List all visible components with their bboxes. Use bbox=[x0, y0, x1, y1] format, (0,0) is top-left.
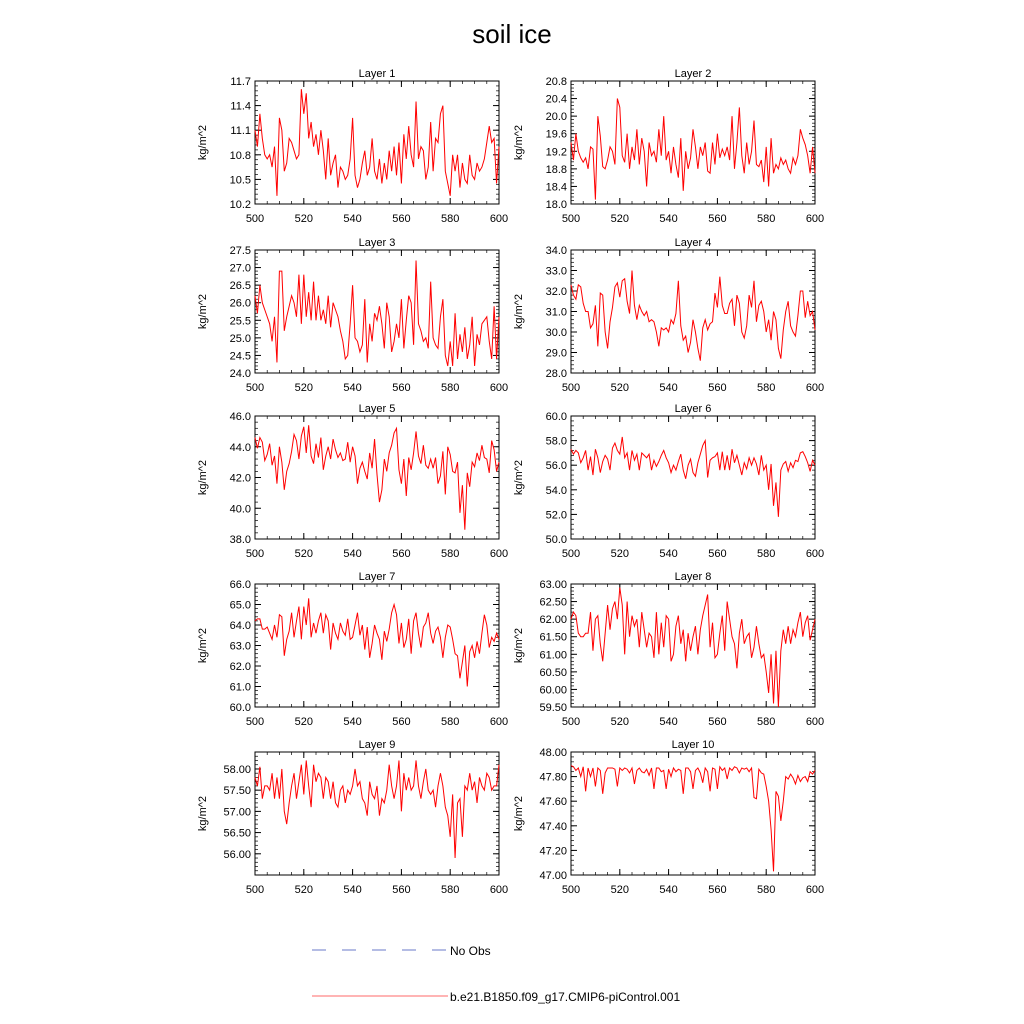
y-tick-label: 19.6 bbox=[545, 128, 567, 141]
x-tick-label: 540 bbox=[659, 382, 678, 394]
series-line bbox=[571, 99, 815, 200]
panel-title: Layer 5 bbox=[358, 403, 396, 415]
y-tick-label: 63.00 bbox=[539, 579, 567, 591]
x-tick-label: 580 bbox=[757, 213, 776, 225]
panel-layer-7 bbox=[197, 571, 508, 728]
panel-layer-1 bbox=[197, 68, 508, 225]
y-tick-label: 27.0 bbox=[229, 262, 251, 275]
series-line bbox=[571, 271, 815, 361]
x-tick-label: 580 bbox=[441, 548, 460, 560]
y-tick-label: 50.0 bbox=[545, 534, 567, 546]
x-tick-label: 580 bbox=[757, 382, 776, 394]
y-tick-label: 44.0 bbox=[229, 441, 251, 454]
x-tick-label: 540 bbox=[659, 716, 678, 728]
x-tick-label: 560 bbox=[392, 716, 411, 728]
series-line bbox=[255, 89, 499, 196]
y-tick-label: 57.00 bbox=[223, 806, 251, 819]
x-tick-label: 580 bbox=[757, 548, 776, 560]
y-tick-label: 60.50 bbox=[539, 666, 567, 679]
y-tick-label: 58.0 bbox=[545, 435, 567, 448]
y-tick-label: 11.1 bbox=[230, 125, 251, 138]
x-tick-label: 600 bbox=[805, 884, 825, 896]
x-tick-label: 600 bbox=[489, 382, 509, 394]
x-tick-label: 520 bbox=[294, 548, 313, 560]
panel-layer-3 bbox=[197, 237, 508, 394]
plot-frame bbox=[571, 752, 815, 875]
plot-frame bbox=[571, 250, 815, 373]
x-tick-label: 600 bbox=[805, 382, 825, 394]
x-tick-label: 540 bbox=[343, 716, 362, 728]
y-tick-label: 18.0 bbox=[545, 199, 567, 211]
y-tick-label: 18.4 bbox=[545, 181, 567, 194]
x-tick-label: 540 bbox=[343, 548, 362, 560]
y-tick-label: 47.60 bbox=[539, 796, 567, 809]
y-tick-label: 40.0 bbox=[229, 503, 251, 516]
x-tick-label: 540 bbox=[659, 884, 678, 896]
y-tick-label: 31.0 bbox=[545, 306, 567, 319]
series-line bbox=[255, 598, 499, 686]
panel-title: Layer 1 bbox=[358, 68, 396, 80]
x-tick-label: 520 bbox=[610, 213, 629, 225]
y-tick-label: 65.0 bbox=[229, 599, 251, 612]
panel-layer-10 bbox=[513, 739, 824, 896]
y-tick-label: 62.00 bbox=[539, 614, 567, 627]
y-tick-label: 28.0 bbox=[545, 368, 567, 380]
y-tick-label: 56.00 bbox=[223, 848, 251, 861]
x-tick-label: 520 bbox=[294, 382, 313, 394]
x-tick-label: 500 bbox=[561, 213, 581, 225]
x-tick-label: 520 bbox=[294, 884, 313, 896]
panel-layer-5 bbox=[197, 403, 508, 560]
y-tick-label: 66.0 bbox=[229, 579, 251, 591]
panel-title: Layer 10 bbox=[671, 739, 715, 751]
y-tick-label: 25.0 bbox=[229, 332, 251, 345]
x-tick-label: 540 bbox=[343, 884, 362, 896]
panel-layer-9 bbox=[197, 739, 508, 896]
x-tick-label: 600 bbox=[805, 213, 825, 225]
y-tick-label: 34.0 bbox=[545, 245, 567, 257]
y-tick-label: 64.0 bbox=[229, 620, 251, 632]
y-axis-label: kg/m^2 bbox=[197, 124, 209, 161]
x-tick-label: 560 bbox=[708, 884, 727, 896]
x-tick-label: 580 bbox=[441, 382, 460, 394]
y-tick-label: 10.2 bbox=[229, 199, 251, 211]
x-tick-label: 600 bbox=[805, 716, 825, 728]
figure-title: soil ice bbox=[472, 19, 552, 49]
y-axis-label: kg/m^2 bbox=[513, 293, 525, 330]
x-tick-label: 520 bbox=[610, 884, 629, 896]
legend bbox=[312, 944, 680, 1004]
panel-grid bbox=[197, 68, 824, 896]
panel-title: Layer 8 bbox=[674, 571, 712, 583]
y-tick-label: 56.0 bbox=[545, 460, 567, 473]
y-tick-label: 48.00 bbox=[539, 747, 567, 759]
x-tick-label: 520 bbox=[294, 213, 313, 225]
panel-title: Layer 4 bbox=[674, 237, 712, 249]
y-tick-label: 62.50 bbox=[539, 596, 567, 609]
x-tick-label: 580 bbox=[757, 884, 776, 896]
y-axis-label: kg/m^2 bbox=[197, 293, 209, 330]
series-line bbox=[255, 261, 499, 366]
y-tick-label: 19.2 bbox=[545, 146, 567, 159]
x-tick-label: 560 bbox=[708, 548, 727, 560]
y-tick-label: 60.0 bbox=[545, 411, 567, 423]
x-tick-label: 580 bbox=[441, 884, 460, 896]
y-tick-label: 56.50 bbox=[223, 827, 251, 840]
x-tick-label: 500 bbox=[561, 548, 581, 560]
y-tick-label: 47.20 bbox=[539, 845, 567, 858]
y-tick-label: 26.0 bbox=[229, 297, 251, 310]
y-tick-label: 47.80 bbox=[539, 771, 567, 784]
legend-model-label: b.e21.B1850.f09_g17.CMIP6-piControl.001 bbox=[450, 990, 681, 1004]
y-tick-label: 63.0 bbox=[229, 640, 251, 653]
x-tick-label: 560 bbox=[708, 382, 727, 394]
y-tick-label: 47.40 bbox=[539, 820, 567, 833]
y-tick-label: 24.5 bbox=[229, 350, 251, 363]
panel-title: Layer 9 bbox=[358, 739, 396, 751]
y-axis-label: kg/m^2 bbox=[513, 627, 525, 664]
x-tick-label: 500 bbox=[245, 548, 265, 560]
y-tick-label: 38.0 bbox=[229, 534, 251, 546]
panel-title: Layer 7 bbox=[358, 571, 396, 583]
y-axis-label: kg/m^2 bbox=[197, 459, 209, 496]
x-tick-label: 560 bbox=[392, 382, 411, 394]
x-tick-label: 500 bbox=[561, 716, 581, 728]
x-tick-label: 580 bbox=[441, 213, 460, 225]
x-tick-label: 500 bbox=[245, 382, 265, 394]
y-tick-label: 54.0 bbox=[545, 484, 567, 497]
y-axis-label: kg/m^2 bbox=[513, 795, 525, 832]
y-tick-label: 57.50 bbox=[223, 785, 251, 798]
y-tick-label: 24.0 bbox=[229, 368, 251, 380]
y-tick-label: 10.8 bbox=[229, 149, 251, 162]
panel-layer-8 bbox=[513, 571, 824, 728]
series-line bbox=[571, 588, 815, 707]
x-tick-label: 600 bbox=[489, 884, 509, 896]
x-tick-label: 540 bbox=[343, 382, 362, 394]
y-tick-label: 25.5 bbox=[229, 315, 251, 328]
y-tick-label: 61.50 bbox=[539, 631, 567, 644]
plot-frame bbox=[571, 584, 815, 707]
series-line bbox=[255, 760, 499, 858]
y-tick-label: 62.0 bbox=[229, 661, 251, 673]
plot-frame bbox=[255, 584, 499, 707]
y-tick-label: 59.50 bbox=[539, 702, 567, 714]
y-tick-label: 61.00 bbox=[539, 649, 567, 662]
y-tick-label: 11.7 bbox=[230, 76, 251, 88]
plot-frame bbox=[571, 81, 815, 204]
plot-frame bbox=[255, 250, 499, 373]
series-line bbox=[571, 437, 815, 517]
x-tick-label: 580 bbox=[441, 716, 460, 728]
x-tick-label: 560 bbox=[392, 213, 411, 225]
y-tick-label: 20.8 bbox=[545, 76, 567, 88]
plot-frame bbox=[255, 752, 499, 875]
x-tick-label: 540 bbox=[659, 548, 678, 560]
y-tick-label: 42.0 bbox=[229, 472, 251, 485]
x-tick-label: 580 bbox=[757, 716, 776, 728]
x-tick-label: 520 bbox=[294, 716, 313, 728]
x-tick-label: 500 bbox=[561, 382, 581, 394]
y-tick-label: 27.5 bbox=[229, 245, 251, 257]
x-tick-label: 600 bbox=[489, 716, 509, 728]
y-tick-label: 29.0 bbox=[545, 347, 567, 360]
y-tick-label: 33.0 bbox=[545, 265, 567, 278]
y-tick-label: 52.0 bbox=[545, 509, 567, 522]
x-tick-label: 540 bbox=[343, 213, 362, 225]
x-tick-label: 520 bbox=[610, 716, 629, 728]
y-tick-label: 60.00 bbox=[539, 684, 567, 697]
y-tick-label: 11.4 bbox=[230, 100, 251, 113]
legend-no-obs-label: No Obs bbox=[450, 944, 491, 958]
x-tick-label: 500 bbox=[245, 884, 265, 896]
panel-title: Layer 2 bbox=[674, 68, 712, 80]
y-tick-label: 26.5 bbox=[229, 280, 251, 293]
x-tick-label: 500 bbox=[245, 213, 265, 225]
panel-layer-2 bbox=[513, 68, 824, 225]
y-axis-label: kg/m^2 bbox=[513, 124, 525, 161]
y-axis-label: kg/m^2 bbox=[197, 627, 209, 664]
y-tick-label: 10.5 bbox=[229, 174, 251, 187]
y-tick-label: 20.0 bbox=[545, 111, 567, 124]
y-tick-label: 18.8 bbox=[545, 163, 567, 176]
x-tick-label: 560 bbox=[708, 716, 727, 728]
x-tick-label: 560 bbox=[708, 213, 727, 225]
y-tick-label: 20.4 bbox=[545, 93, 567, 106]
x-tick-label: 520 bbox=[610, 548, 629, 560]
panel-title: Layer 6 bbox=[674, 403, 712, 415]
series-line bbox=[255, 425, 499, 530]
panel-layer-4 bbox=[513, 237, 824, 394]
x-tick-label: 600 bbox=[805, 548, 825, 560]
x-tick-label: 600 bbox=[489, 213, 509, 225]
x-tick-label: 560 bbox=[392, 548, 411, 560]
plot-frame bbox=[571, 416, 815, 539]
y-axis-label: kg/m^2 bbox=[513, 459, 525, 496]
panel-layer-6 bbox=[513, 403, 824, 560]
series-line bbox=[571, 766, 815, 872]
y-tick-label: 46.0 bbox=[229, 411, 251, 423]
y-tick-label: 30.0 bbox=[545, 327, 567, 339]
y-tick-label: 61.0 bbox=[229, 681, 251, 694]
x-tick-label: 500 bbox=[561, 884, 581, 896]
x-tick-label: 520 bbox=[610, 382, 629, 394]
x-tick-label: 560 bbox=[392, 884, 411, 896]
y-tick-label: 58.00 bbox=[223, 763, 251, 776]
x-tick-label: 500 bbox=[245, 716, 265, 728]
y-tick-label: 60.0 bbox=[229, 702, 251, 714]
panel-title: Layer 3 bbox=[358, 237, 396, 249]
x-tick-label: 600 bbox=[489, 548, 509, 560]
x-tick-label: 540 bbox=[659, 213, 678, 225]
y-tick-label: 32.0 bbox=[545, 286, 567, 298]
y-axis-label: kg/m^2 bbox=[197, 795, 209, 832]
y-tick-label: 47.00 bbox=[539, 870, 567, 882]
